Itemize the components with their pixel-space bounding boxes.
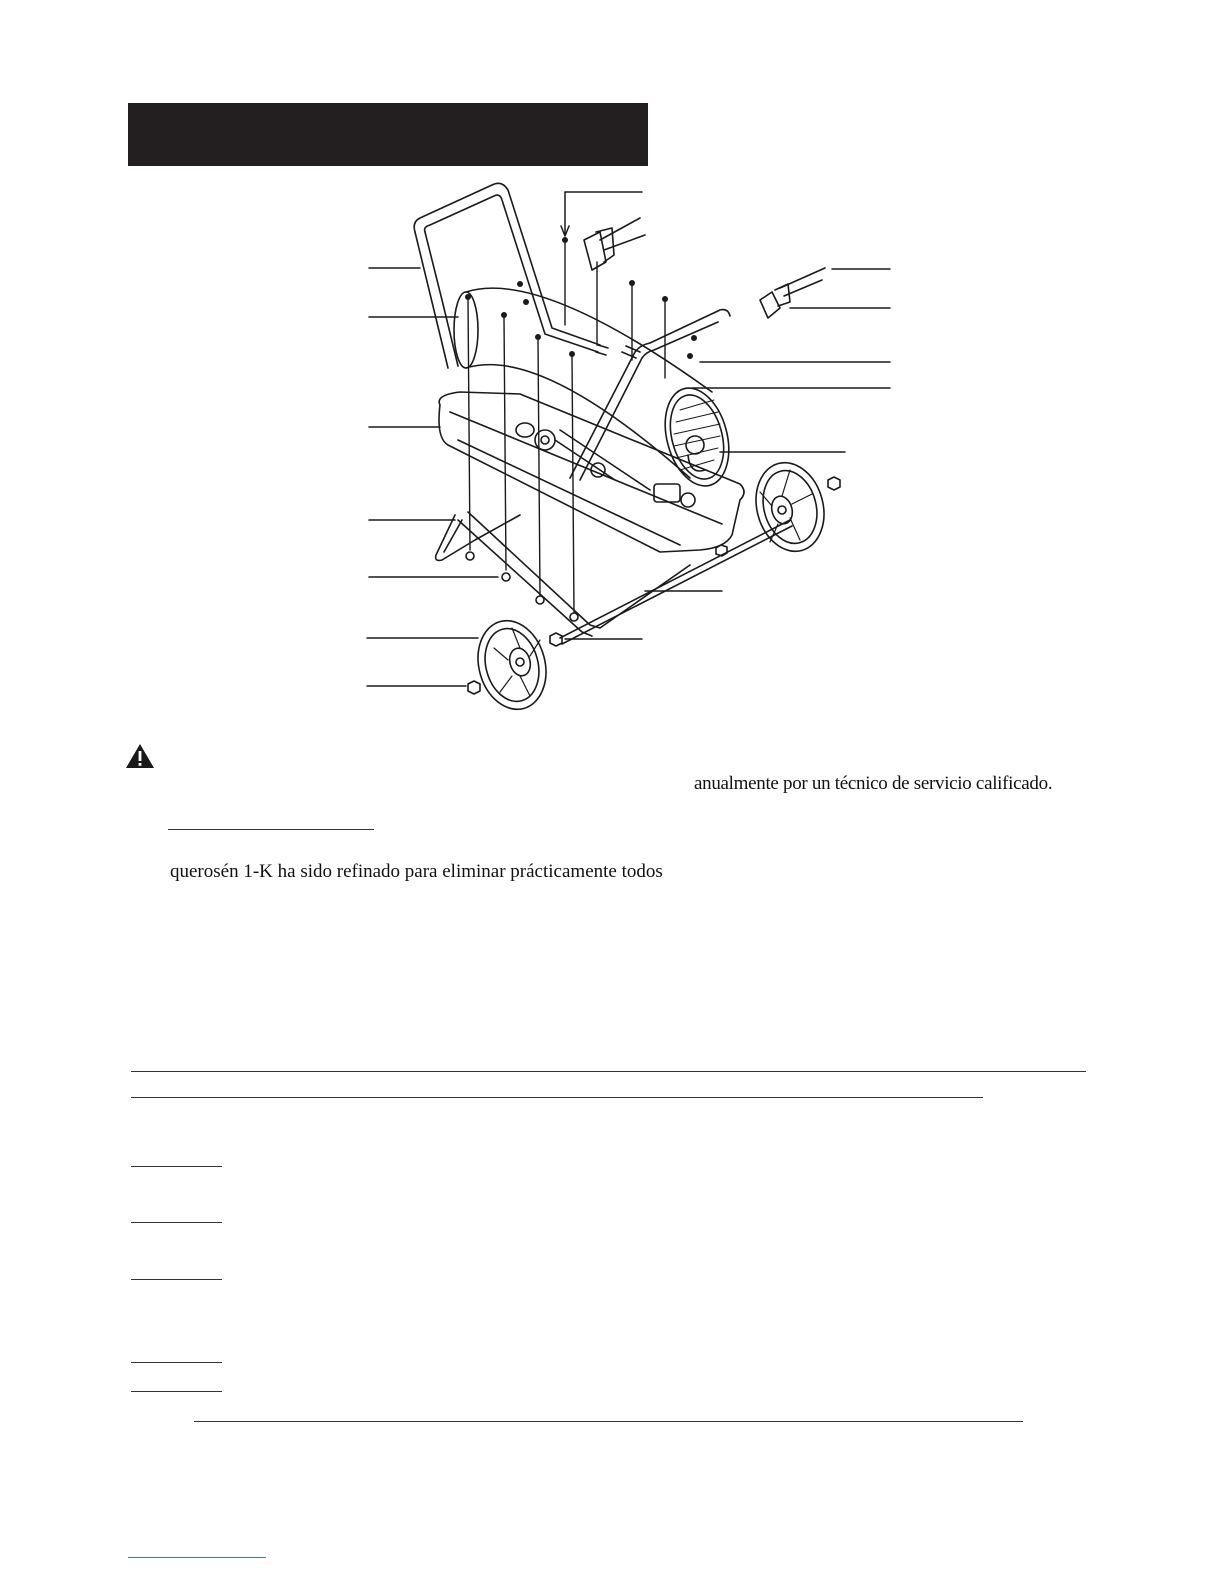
divider-rule bbox=[131, 1071, 1086, 1072]
link-underline[interactable] bbox=[128, 1557, 266, 1558]
handle-frame bbox=[414, 183, 608, 368]
step-underline bbox=[131, 1166, 222, 1167]
step-underline bbox=[131, 1391, 222, 1392]
section-header-banner bbox=[128, 103, 648, 166]
right-wheel-hardware bbox=[716, 477, 840, 556]
warning-triangle-icon bbox=[125, 743, 155, 769]
hinge-bracket-top bbox=[584, 218, 645, 270]
base-frame bbox=[436, 512, 690, 636]
hinge-bracket-right bbox=[760, 268, 825, 318]
bolt-heads bbox=[465, 237, 697, 359]
left-wheel-hardware bbox=[468, 633, 562, 694]
left-wheel bbox=[468, 613, 555, 717]
heater-assembly-diagram bbox=[360, 180, 900, 720]
axle bbox=[560, 520, 792, 644]
step-underline bbox=[131, 1222, 222, 1223]
heading-underline bbox=[168, 829, 374, 830]
caution-text-line: anualmente por un técnico de servicio calificado. bbox=[694, 773, 1053, 794]
divider-rule bbox=[194, 1421, 1023, 1422]
step-underline bbox=[131, 1362, 222, 1363]
fuel-text-line: querosén 1-K ha sido refinado para eliminar prácticamente todos bbox=[170, 861, 663, 882]
divider-rule bbox=[131, 1097, 983, 1098]
step-underline bbox=[131, 1279, 222, 1280]
